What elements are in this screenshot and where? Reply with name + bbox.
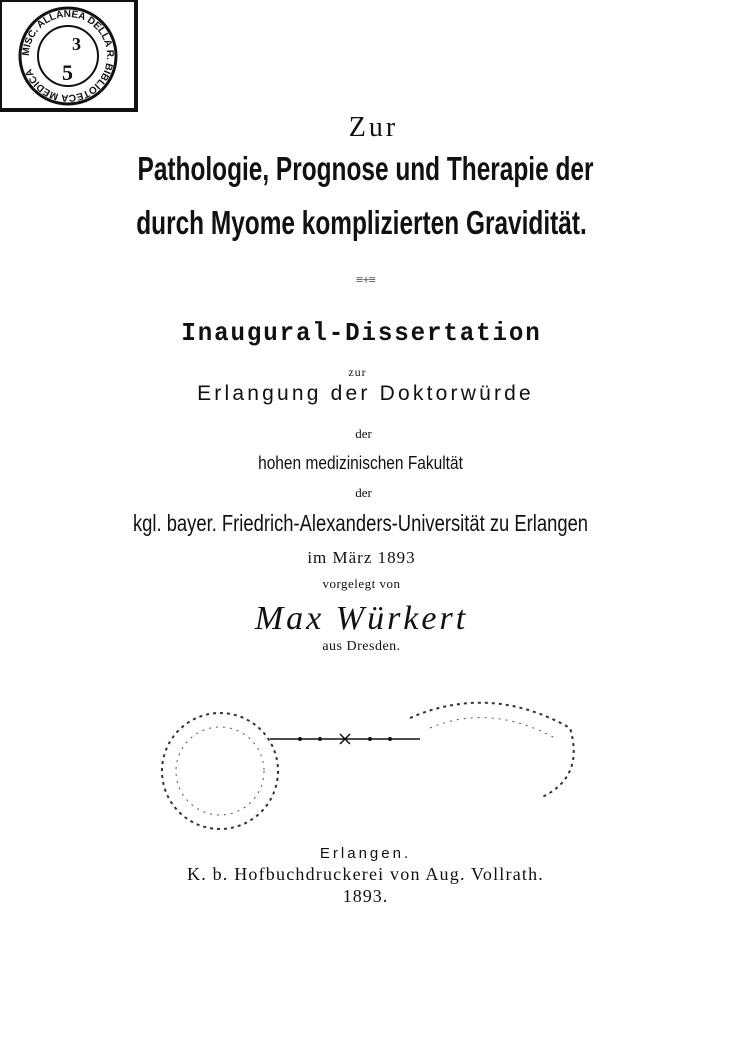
title-line-1: Pathologie, Prognose und Therapie der [137,150,594,187]
title-line-2: durch Myome komplizierten Gravidität. [136,204,587,241]
submitted-by-line: vorgelegt von [322,576,401,591]
printer-line: K. b. Hofbuchdruckerei von Aug. Vollrath. [187,864,544,884]
faint-stamp-left [150,706,290,841]
publication-year: 1893. [342,886,389,906]
faculty-line: hohen medizinischen Fakultät [258,453,463,473]
place-of-publication: Erlangen. [319,845,412,862]
date-line: im März 1893 [307,548,416,567]
stamp-ring-text: MISC. ALLANEA DELLA R. BIBLIOTECA MEDICA [20,8,116,104]
title-ornament: ≡+≡ [356,272,375,287]
der-line-1: der [355,426,372,441]
zur-small: zur [348,365,367,379]
author-name: Max Würkert [254,600,469,637]
stamp-number-top: 3 [72,34,81,54]
der-line-2: der [355,485,372,500]
title-zur: Zur [348,112,399,143]
stamp-number-bottom: 5 [62,60,73,85]
dissertation-heading: Inaugural-Dissertation [181,318,542,348]
university-line: kgl. bayer. Friedrich-Alexanders-Universität zu Erlangen [132,510,589,536]
library-stamp [0,0,140,120]
faint-stamp-right [390,688,590,813]
erlangung-line: Erlangung der Doktorwürde [197,382,534,405]
decorative-rule [270,732,420,751]
author-origin: aus Dresden. [322,639,401,654]
